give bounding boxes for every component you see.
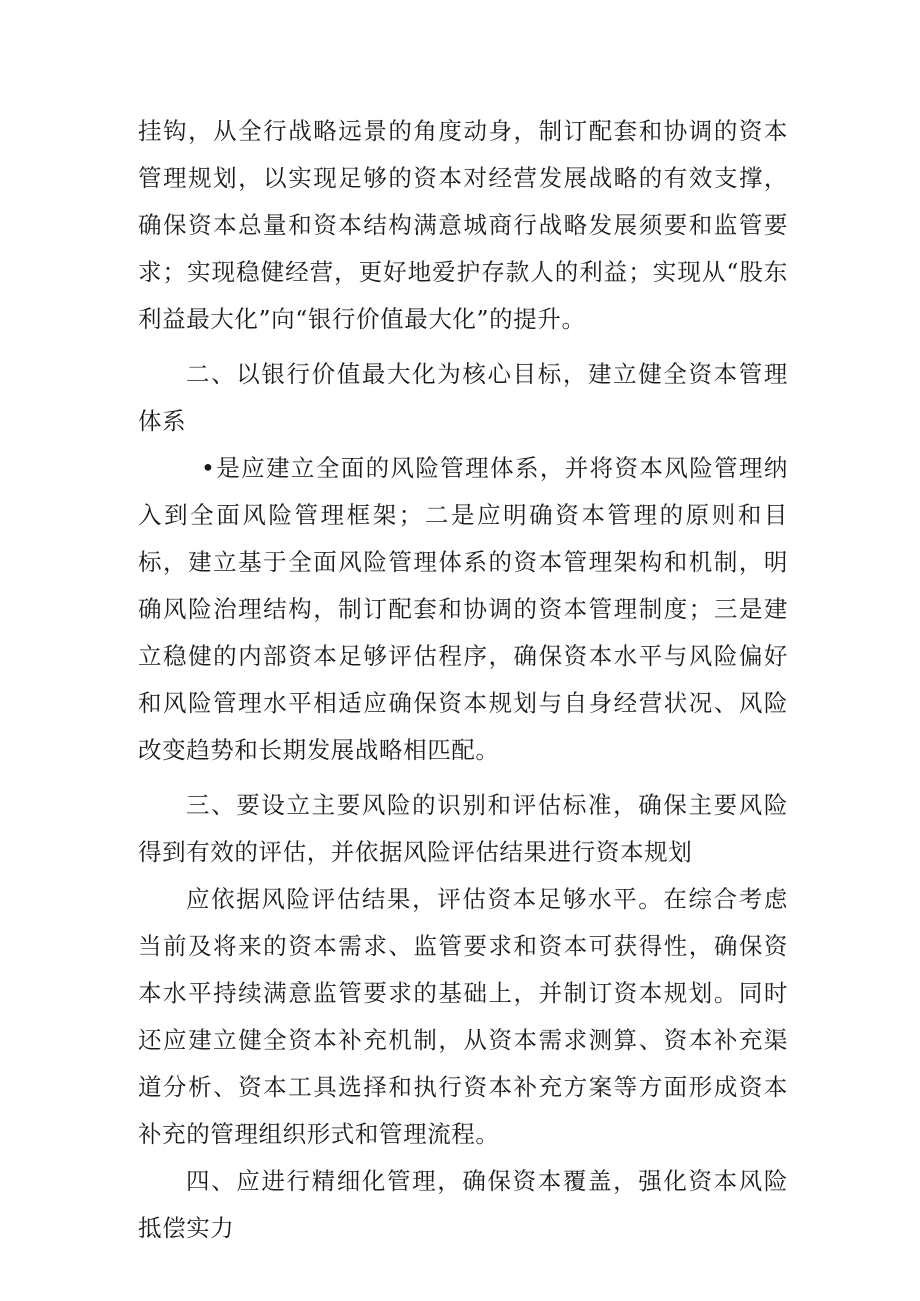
section-heading-two: 二、以银行价值最大化为核心目标，建立健全资本管理体系 xyxy=(138,360,788,435)
section-heading-four: 四、应进行精细化管理，确保资本覆盖，强化资本风险抵偿实力 xyxy=(138,1167,788,1242)
paragraph-risk-management-system: •是应建立全面的风险管理体系，并将资本风险管理纳入到全面风险管理框架；二是应明确资本管理的原则和目标，建立基于全面风险管理体系的资本管理架构和机制，明确风险治理结构，制订配套和协调的资本管理制度；三是建立稳健的内部资本足够评估程序，确保资本水平与风险偏好和风险管理水平相适应确保资本规划与自身经营状况、风险改变趋势和长期发展战略相匹配。 xyxy=(138,454,788,764)
document-body xyxy=(138,108,788,1252)
paragraph-capital-planning-continued: 挂钩，从全行战略远景的角度动身，制订配套和协调的资本管理规划，以实现足够的资本对经营发展战略的有效支撑，确保资本总量和资本结构满意城商行战略发展须要和监管要求；实现稳健经营，更好地爱护存款人的利益；实现从“股东利益最大化”向“银行价值最大化”的提升。 xyxy=(138,117,788,333)
section-heading-three: 三、要设立主要风险的识别和评估标准，确保主要风险得到有效的评估，并依据风险评估结果进行资本规划 xyxy=(138,791,788,866)
paragraph-capital-adequacy-evaluation: 应依据风险评估结果，评估资本足够水平。在综合考虑当前及将来的资本需求、监管要求和资本可获得性，确保资本水平持续满意监管要求的基础上，并制订资本规划。同时还应建立健全资本补充机制，从资本需求测算、资本补充渠道分析、资本工具选择和执行资本补充方案等方面形成资本补充的管理组织形式和管理流程。 xyxy=(138,885,788,1148)
